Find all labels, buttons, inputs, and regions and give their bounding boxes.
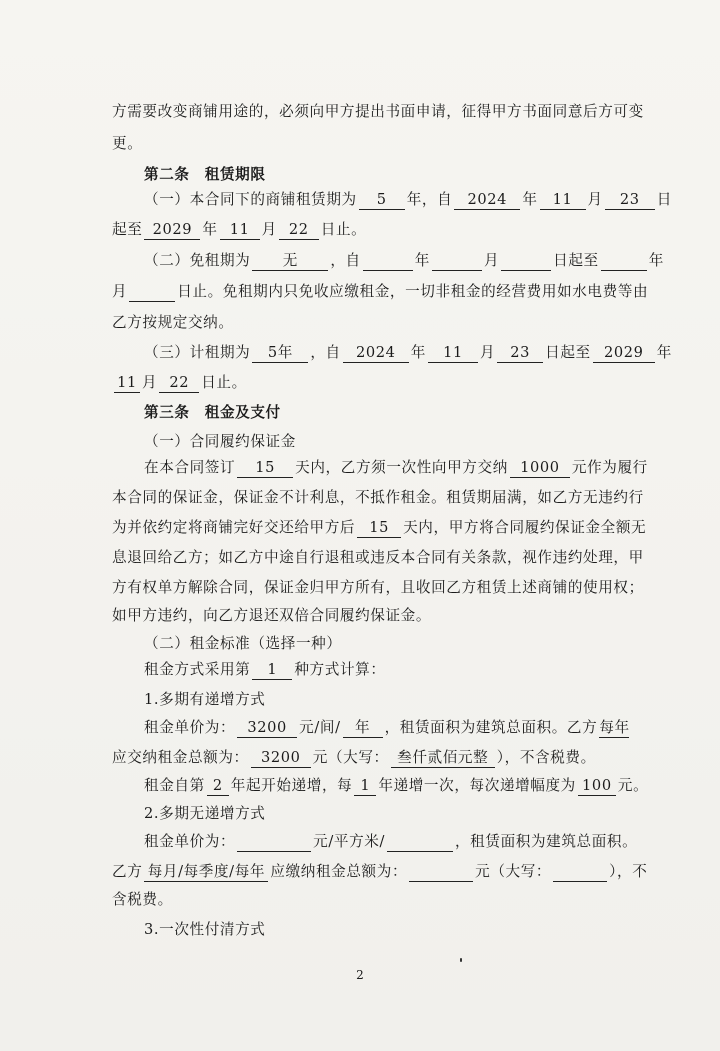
filled-field: 1 <box>354 777 376 796</box>
text-segment: 年 <box>414 252 430 269</box>
text-segment: 租金自第 <box>144 777 205 794</box>
filled-field: 2029 <box>593 344 655 363</box>
text-segment: 方需要改变商铺用途的，必须向甲方提出书面申请，征得甲方书面同意后方可变 <box>112 103 644 120</box>
text-segment: 年起开始递增，每 <box>230 777 353 794</box>
blank-field <box>553 863 607 882</box>
text-line <box>112 748 596 768</box>
blank-field <box>432 252 482 271</box>
text-line <box>112 220 366 240</box>
text-segment: 年 <box>656 344 672 361</box>
text-line <box>144 832 637 852</box>
blank-field <box>409 863 473 882</box>
text-segment: 年 <box>202 221 218 238</box>
text-line <box>144 718 631 738</box>
text-segment: 本合同的保证金，保证金不计利息，不抵作租金。租赁期届满，如乙方无违约行 <box>112 489 644 506</box>
page-number: 2 <box>356 968 364 982</box>
filled-field: 15 <box>237 459 293 478</box>
text-segment: 年 <box>648 252 664 269</box>
text-line <box>112 102 644 122</box>
text-line <box>144 190 672 210</box>
text-segment: 日起至 <box>545 344 591 361</box>
text-segment: （一）合同履约保证金 <box>144 433 296 450</box>
text-line <box>112 134 142 154</box>
blank-field <box>363 252 413 271</box>
text-segment: 更。 <box>112 135 143 152</box>
text-line <box>144 343 672 363</box>
text-segment: 月 <box>483 252 500 269</box>
text-segment: 元（大写： <box>475 863 552 880</box>
text-segment: 元作为履行 <box>571 459 648 476</box>
scan-speck <box>460 958 462 962</box>
text-segment: 息退回给乙方；如乙方中途自行退租或违反本合同有关条款，视作违约处理，甲 <box>112 549 644 566</box>
text-segment: 月 <box>112 283 128 300</box>
filled-field: 5年 <box>252 344 308 363</box>
text-line <box>144 776 648 796</box>
text-segment: 年 <box>410 344 426 361</box>
text-segment: （三）计租期为 <box>144 344 251 361</box>
filled-field: 11 <box>114 374 140 393</box>
filled-field: 每月/每季度/每年 <box>144 863 268 882</box>
text-segment: 年 <box>522 191 538 208</box>
text-segment: 日止。免租期内只免收应缴租金，一切非租金的经营费用如水电费等由 <box>177 283 649 300</box>
text-line <box>112 548 644 568</box>
text-segment: ，租赁面积为建筑总面积。乙方 <box>384 719 598 736</box>
text-line <box>144 634 342 654</box>
text-segment: 元（大写： <box>312 749 389 766</box>
filled-field: 1000 <box>510 459 570 478</box>
filled-field: 22 <box>279 221 319 240</box>
filled-field: 每年 <box>599 719 630 736</box>
blank-field <box>501 252 551 271</box>
text-segment: 2.多期无递增方式 <box>144 805 266 822</box>
filled-field: 2 <box>207 777 229 796</box>
text-line <box>112 373 247 393</box>
text-segment: ），不 <box>609 863 648 880</box>
text-line <box>144 165 266 185</box>
filled-field: 15 <box>357 519 401 538</box>
text-segment: 起至 <box>112 221 143 238</box>
text-segment: （二）免租期为 <box>144 252 251 269</box>
text-segment: （二）租金标准（选择一种） <box>144 635 342 652</box>
text-segment: 日止。 <box>320 221 367 238</box>
text-segment: 租金单价为： <box>144 719 236 736</box>
text-segment: 乙方 <box>112 863 143 880</box>
text-segment: 元/平方米/ <box>313 833 385 850</box>
filled-field: 5 <box>359 191 405 210</box>
filled-field: 22 <box>159 374 199 393</box>
text-line <box>144 251 664 271</box>
text-segment: 如甲方违约，向乙方退还双倍合同履约保证金。 <box>112 607 432 624</box>
filled-field: 3200 <box>251 749 311 768</box>
text-segment: 在本合同签订 <box>144 459 236 476</box>
filled-field: 叁仟贰佰元整 <box>391 749 495 768</box>
text-line <box>112 518 646 538</box>
text-segment: 乙方按规定交纳。 <box>112 314 234 331</box>
text-line <box>112 313 234 333</box>
filled-field: 无 <box>252 252 328 271</box>
text-segment: 第三条 租金及支付 <box>144 404 281 421</box>
text-segment: ，自 <box>330 252 361 269</box>
filled-field: 11 <box>428 344 478 363</box>
text-segment: 日 <box>656 191 672 208</box>
text-segment: 1.多期有递增方式 <box>144 691 266 708</box>
filled-field: 2024 <box>343 344 409 363</box>
text-line <box>112 578 644 598</box>
text-segment: 月 <box>261 221 277 238</box>
filled-field: 11 <box>220 221 260 240</box>
filled-field: 年 <box>343 719 383 738</box>
text-segment: ），不含税费。 <box>496 749 596 766</box>
filled-field: 23 <box>497 344 543 363</box>
blank-field <box>601 252 647 271</box>
blank-field <box>129 283 175 302</box>
text-segment: ，租赁面积为建筑总面积。 <box>454 833 638 850</box>
text-segment: 3.一次性付清方式 <box>144 921 266 938</box>
filled-field: 11 <box>540 191 586 210</box>
text-line <box>112 282 648 302</box>
text-segment: 日止。 <box>201 374 247 391</box>
filled-field: 100 <box>578 777 616 796</box>
text-segment: 月 <box>142 374 158 391</box>
filled-field: 1 <box>252 661 292 680</box>
text-segment: ，自 <box>310 344 341 361</box>
text-segment: 天内，甲方将合同履约保证金全额无 <box>403 519 647 536</box>
blank-field <box>237 833 311 852</box>
filled-field: 2029 <box>144 221 200 240</box>
text-segment: 应交纳租金总额为： <box>112 749 249 766</box>
filled-field: 23 <box>605 191 655 210</box>
text-segment: 应缴纳租金总额为： <box>270 863 408 880</box>
text-segment: 元/间/ <box>299 719 341 736</box>
blank-field <box>387 833 453 852</box>
text-line <box>144 403 281 423</box>
text-line <box>112 890 173 910</box>
text-segment: 年，自 <box>406 191 453 208</box>
text-segment: 月 <box>479 344 496 361</box>
text-segment: 年递增一次，每次递增幅度为 <box>378 777 576 794</box>
text-segment: 天内，乙方须一次性向甲方交纳 <box>295 459 508 476</box>
text-line <box>144 458 648 478</box>
text-segment: （一）本合同下的商铺租赁期为 <box>144 191 357 208</box>
text-line <box>112 488 644 508</box>
filled-field: 3200 <box>237 719 297 738</box>
text-segment: 月 <box>587 191 603 208</box>
text-line <box>144 690 265 710</box>
text-segment: 种方式计算： <box>294 661 386 678</box>
text-segment: 为并依约定将商铺完好交还给甲方后 <box>112 519 356 536</box>
text-line <box>144 660 386 680</box>
filled-field: 2024 <box>454 191 520 210</box>
text-line <box>112 862 647 882</box>
text-segment: 租金方式采用第 <box>144 661 251 678</box>
text-segment: 方有权单方解除合同，保证金归甲方所有，且收回乙方租赁上述商铺的使用权； <box>112 579 644 596</box>
text-segment: 含税费。 <box>112 891 173 908</box>
text-line <box>144 920 265 940</box>
text-segment: 元。 <box>617 777 649 794</box>
text-segment: 租金单价为： <box>144 833 236 850</box>
text-segment: 日起至 <box>553 252 599 269</box>
text-line <box>144 432 296 452</box>
text-line <box>144 804 265 824</box>
text-segment: 第二条 租赁期限 <box>144 166 266 183</box>
text-line <box>112 606 431 626</box>
